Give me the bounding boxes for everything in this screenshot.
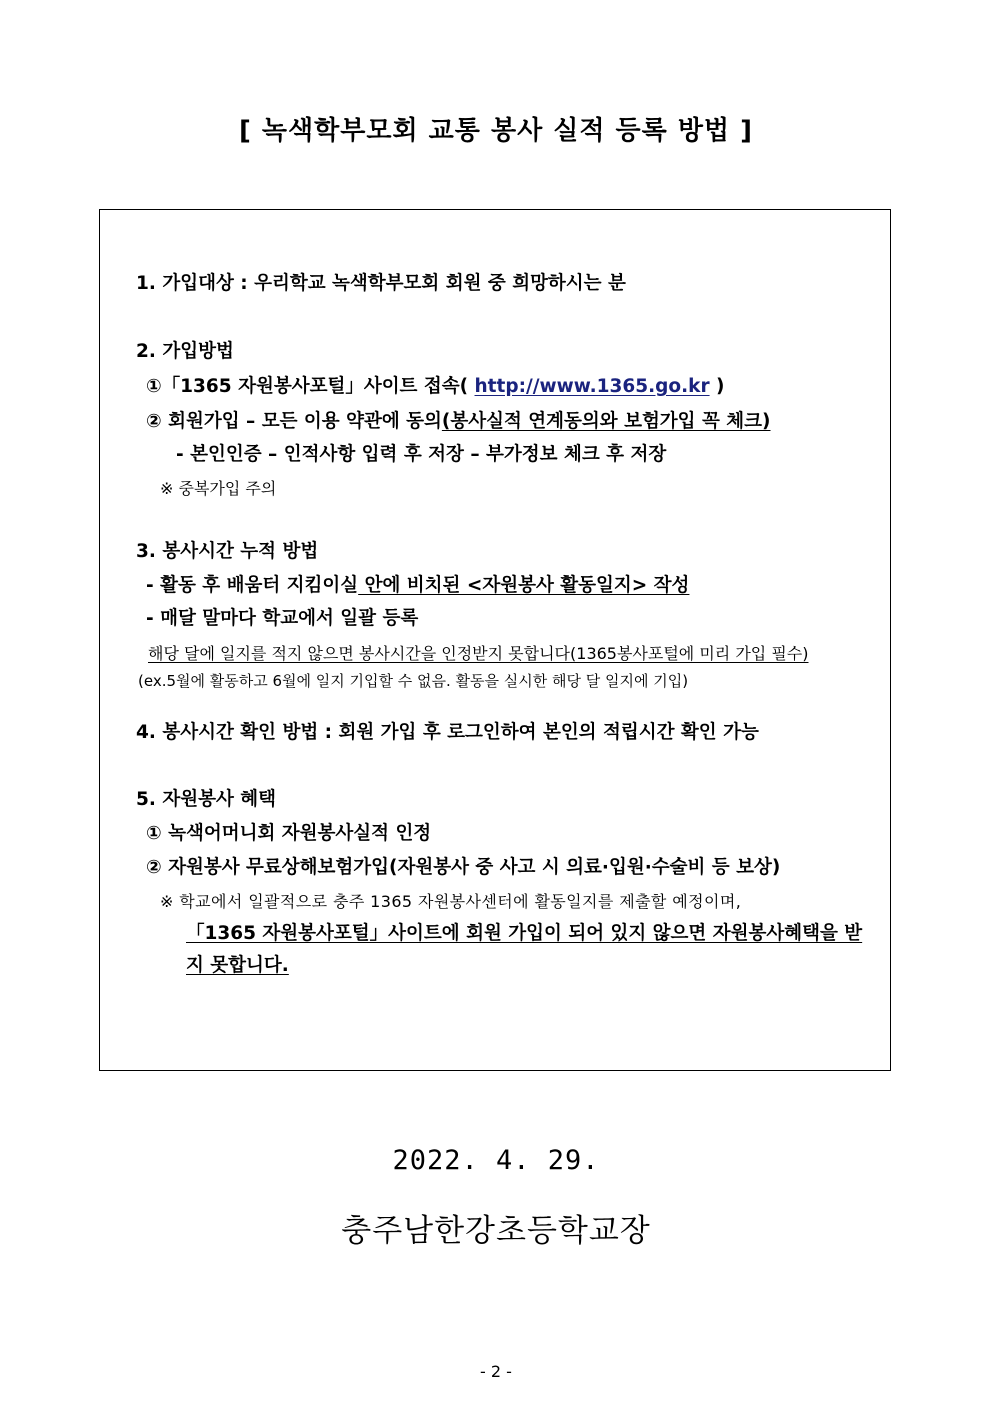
- section-5-item-1: ① 녹색어머니회 자원봉사실적 인정: [146, 823, 432, 844]
- section-2-item-3: - 본인인증 – 인적사항 입력 후 저장 – 부가정보 체크 후 저장: [176, 444, 667, 465]
- section-2-item-1: [146, 375, 724, 399]
- section-5-heading: 5. 자원봉사 혜택: [136, 789, 277, 810]
- section-3-item-1: [146, 574, 689, 598]
- portal-access-close: ): [709, 376, 725, 397]
- activity-text: - 활동 후 배움터 지킴이실: [146, 575, 359, 596]
- section-2-heading: 2. 가입방법: [136, 341, 234, 362]
- section-4-check-method: 4. 봉사시간 확인 방법 : 회원 가입 후 로그인하여 본인의 적립시간 확인 가능: [136, 722, 759, 743]
- activity-log-note: 안에 비치된 <자원봉사 활동일지> 작성: [358, 575, 690, 596]
- portal-access-text: ①「1365 자원봉사포털」사이트 접속(: [146, 376, 475, 397]
- section-1-eligibility: 1. 가입대상 : 우리학교 녹색학부모회 회원 중 희망하시는 분: [136, 273, 626, 294]
- document-title: [ 녹색학부모회 교통 봉사 실적 등록 방법 ]: [239, 116, 753, 146]
- document-date: 2022. 4. 29.: [392, 1145, 600, 1176]
- section-5-note-2: 「1365 자원봉사포털」사이트에 회원 가입이 되어 있지 않으면 자원봉사혜택을 받: [186, 923, 863, 944]
- section-3-warning: [148, 642, 809, 666]
- duplicate-signup-note: ※ 중복가입 주의: [160, 479, 277, 498]
- section-3-example: (ex.5월에 활동하고 6월에 일지 기입할 수 없음. 활동을 실시한 해당 달 일지에 기입): [138, 672, 689, 690]
- section-5-note-3: 지 못합니다.: [186, 955, 289, 976]
- portal-link[interactable]: http://www.1365.go.kr: [474, 376, 710, 397]
- issuer-signature: 충주남한강초등학교장: [341, 1213, 651, 1249]
- signup-text: ② 회원가입 – 모든 이용 약관에 동의: [146, 411, 442, 432]
- section-3-item-2: - 매달 말마다 학교에서 일괄 등록: [146, 608, 419, 629]
- warning-prereq: (1365봉사포털에 미리 가입 필수): [570, 644, 809, 663]
- warning-text: 해당 달에 일지를 적지 않으면 봉사시간을 인정받지 못합니다: [148, 644, 571, 663]
- section-5-note-1: ※ 학교에서 일괄적으로 충주 1365 자원봉사센터에 활동일지를 제출할 예정이며,: [160, 892, 742, 911]
- signup-check-note: (봉사실적 연계동의와 보험가입 꼭 체크): [441, 411, 771, 432]
- section-2-item-2: [146, 410, 771, 434]
- page-number: - 2 -: [480, 1362, 512, 1381]
- section-3-heading: 3. 봉사시간 누적 방법: [136, 541, 319, 562]
- section-5-item-2: ② 자원봉사 무료상해보험가입(자원봉사 중 사고 시 의료·입원·수술비 등 보상): [146, 857, 781, 878]
